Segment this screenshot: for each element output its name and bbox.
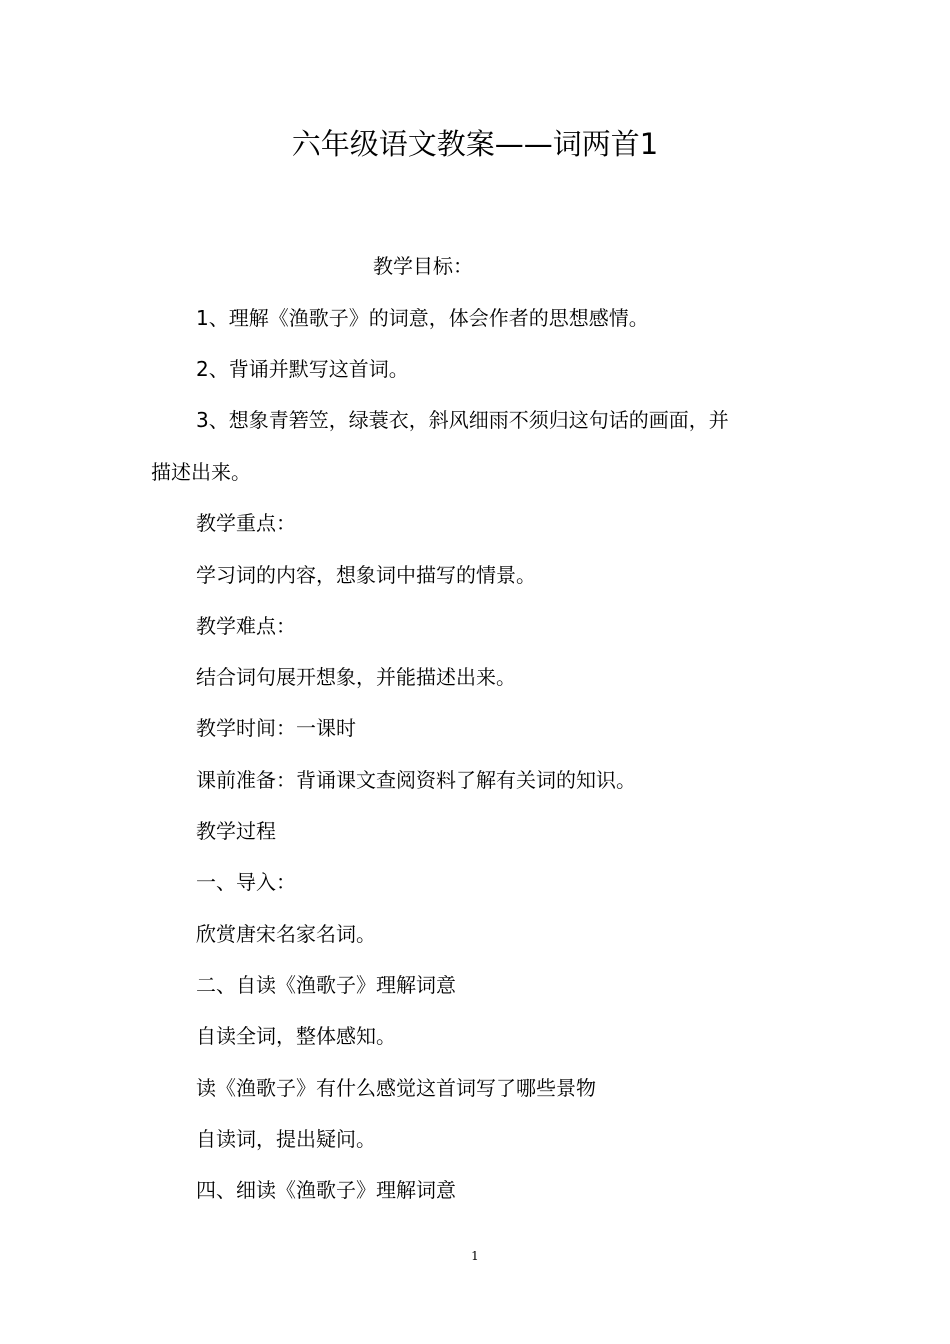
preparation: 课前准备：背诵课文查阅资料了解有关词的知识。 xyxy=(196,768,636,792)
document-title: 六年级语文教案——词两首1 xyxy=(291,127,659,161)
section-2-text-2: 读《渔歌子》有什么感觉这首词写了哪些景物 xyxy=(196,1076,596,1100)
objectives-heading: 教学目标： xyxy=(373,254,473,278)
objective-1: 1、理解《渔歌子》的词意，体会作者的思想感情。 xyxy=(196,306,649,330)
difficulties-heading: 教学难点： xyxy=(196,614,296,638)
difficulties-text: 结合词句展开想象，并能描述出来。 xyxy=(196,665,516,689)
objective-3-line-1: 3、想象青箬笠，绿蓑衣，斜风细雨不须归这句话的画面，并 xyxy=(196,408,729,432)
section-4-heading: 四、细读《渔歌子》理解词意 xyxy=(196,1178,456,1202)
key-points-text: 学习词的内容，想象词中描写的情景。 xyxy=(196,563,536,587)
process-heading: 教学过程 xyxy=(196,819,276,843)
objective-3-line-2: 描述出来。 xyxy=(151,460,251,484)
teaching-time: 教学时间：一课时 xyxy=(196,716,356,740)
section-2-text-1: 自读全词，整体感知。 xyxy=(196,1024,396,1048)
page-number: 1 xyxy=(471,1249,479,1263)
section-2-heading: 二、自读《渔歌子》理解词意 xyxy=(196,973,456,997)
section-1-text: 欣赏唐宋名家名词。 xyxy=(196,922,376,946)
section-2-text-3: 自读词，提出疑问。 xyxy=(196,1127,376,1151)
section-1-heading: 一、导入： xyxy=(196,870,296,894)
key-points-heading: 教学重点： xyxy=(196,511,296,535)
objective-2: 2、背诵并默写这首词。 xyxy=(196,357,409,381)
